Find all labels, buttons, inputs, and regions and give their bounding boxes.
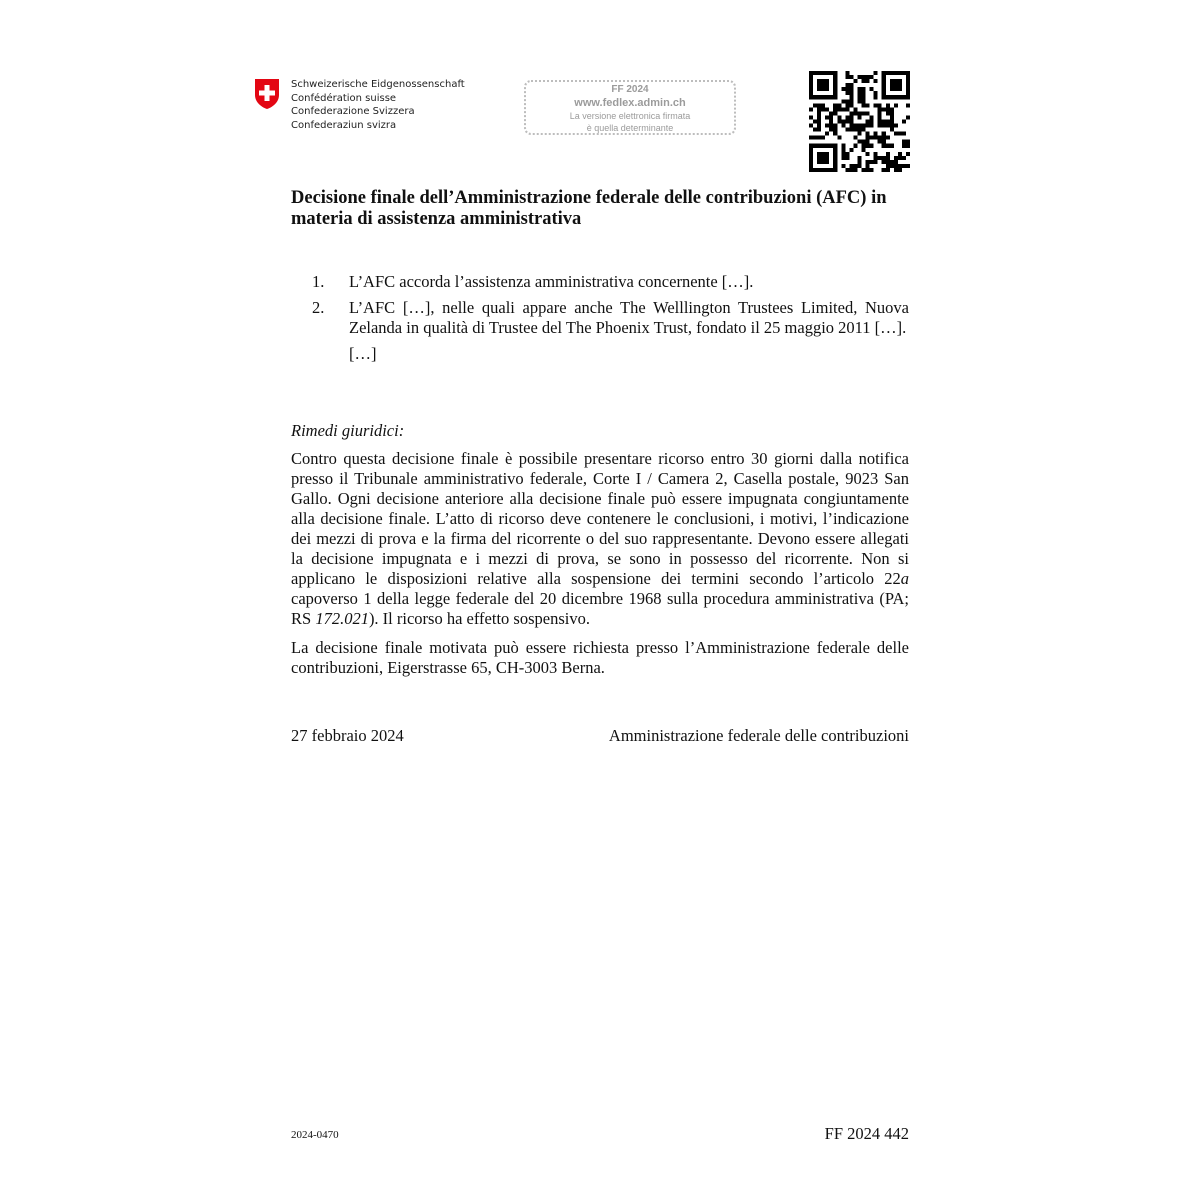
list-item — [291, 272, 909, 292]
qr-code-icon — [809, 71, 910, 172]
items-ellipsis: […] — [349, 344, 377, 363]
item-text: L’AFC […], nelle quali appare anche The Welllington Trustees Limited, Nuova Zelanda in qualità di Trustee del The Phoenix Trust, fondato il 25 maggio 2011 […]. — [349, 298, 909, 337]
decision-items — [291, 272, 909, 364]
issuing-authority: Amministrazione federale delle contribuzioni — [608, 726, 909, 745]
agency-names — [291, 78, 465, 132]
document-title: Decisione finale dell’Amministrazione federale delle contribuzioni (AFC) in materia di assistenza amministrativa — [291, 188, 887, 229]
document-number: 2024-0470 — [291, 1129, 339, 1141]
decision-date: 27 febbraio 2024 — [291, 726, 404, 745]
stamp-note-1: La versione elettronica firmata — [569, 111, 691, 121]
legal-remedies-heading: Rimedi giuridici: — [291, 421, 405, 440]
item-number: 2. — [312, 298, 325, 317]
agency-line-rm: Confederaziun svizra — [291, 119, 397, 131]
remedies-italic-a: a — [900, 569, 909, 588]
electronic-version-stamp — [524, 80, 736, 135]
agency-line-fr: Confédération suisse — [291, 92, 397, 104]
remedies-italic-rs: 172.021 — [315, 609, 369, 628]
swiss-crest-icon — [253, 78, 281, 110]
agency-line-it: Confederazione Svizzera — [291, 106, 415, 117]
stamp-note-2: è quella determinante — [586, 123, 674, 133]
item-number: 1. — [312, 272, 325, 291]
agency-line-de: Schweizerische Eidgenossenschaft — [291, 79, 465, 90]
stamp-url: www.fedlex.admin.ch — [574, 97, 686, 109]
list-item — [291, 298, 909, 338]
item-text: L’AFC accorda l’assistenza amministrativa concernente […]. — [349, 272, 754, 291]
remedies-text-1: Contro questa decisione finale è possibile presentare ricorso entro 30 giorni dalla notifica presso il Tribunale amministrativo federale, Corte I / Camera 2, Casella postale, 9023 San Gallo. Ogni decisione anteriore alla decisione finale può essere impugnata congiuntamente alla decisione finale. L’atto di ricorso deve contenere le conclusioni, i motivi, l’indicazione dei mezzi di prova e la firma del ricorrente o del suo rappresentante. Devono essere allegati la decisione impugnata e i mezzi di prova, se sono in possesso del ricorrente. Non si applicano le disposizioni relative alla sospensione dei termini secondo l’articolo 22 — [291, 449, 909, 588]
stamp-ff: FF 2024 — [611, 84, 649, 95]
ff-reference: FF 2024 442 — [824, 1124, 909, 1143]
remedies-text-2: capoverso 1 della legge federale del 20 dicembre 1968 sulla procedura amministrativa (PA; RS — [291, 589, 909, 628]
remedies-text-3: ). Il ricorso ha effetto sospensivo. — [368, 609, 590, 628]
legal-remedies-paragraph — [291, 449, 909, 629]
motivated-decision-paragraph: La decisione finale motivata può essere richiesta presso l’Amministrazione federale delle contribuzioni, Eigerstrasse 65, CH-3003 Berna. — [291, 638, 909, 677]
signature-line — [291, 726, 909, 746]
